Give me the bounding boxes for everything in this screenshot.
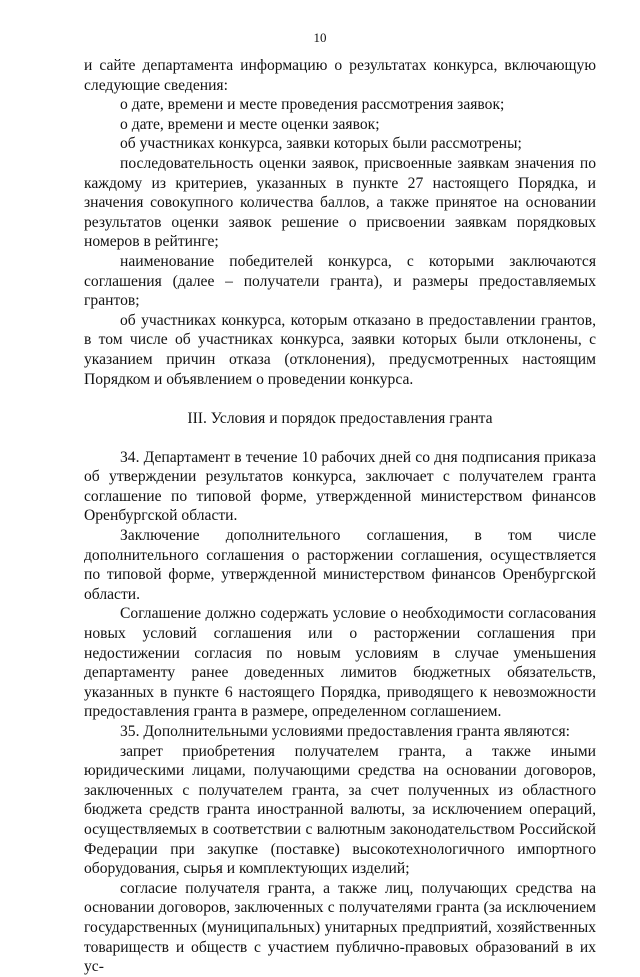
paragraph: Заключение дополнительного соглашения, в том числе дополнительного соглашения о расторжении соглашения, осуществляется по типовой форме, утвержденной министерством финансов Оренбургской области. <box>84 527 596 603</box>
paragraph: о дате, времени и месте проведения рассмотрения заявок; <box>120 96 505 114</box>
paragraph: об участниках конкурса, которым отказано в предоставлении грантов, в том числе об участниках конкурса, заявки которых были отклонены, с указанием причин отказа (отклонения), предусмотренных настоящим Порядком и объявлением о проведении конкурса. <box>84 311 596 388</box>
paragraph: Соглашение должно содержать условие о необходимости согласования новых условий соглашения или о расторжении соглашения при недостижении согласия по новым условиям в случае уменьшения департаменту ранее доведенных лимитов бюджетных обязательств, указанных в пункте 6 настоящего Порядка, приводящего к невозможности предоставления гранта в размере, определенном соглашением. <box>84 605 596 721</box>
paragraph: о дате, времени и месте оценки заявок; <box>120 115 380 133</box>
paragraph: 34. Департамент в течение 10 рабочих дней со дня подписания приказа об утверждении результатов конкурса, заключает с получателем гранта соглашение по типовой форме, утвержденной министерством финансов Оренбургской области. <box>84 448 596 525</box>
paragraph: и сайте департамента информацию о результатах конкурса, включающую следующие сведения: <box>84 57 596 94</box>
paragraph: об участниках конкурса, заявки которых были рассмотрены; <box>120 135 522 153</box>
paragraph: наименование победителей конкурса, с которыми заключаются соглашения (далее – получатели гранта), и размеры предоставляемых грантов; <box>84 252 596 310</box>
paragraph: запрет приобретения получателем гранта, а также иными юридическими лицами, получающими средства на основании договоров, заключенных с получателем гранта, за счет полученных из областного бюджета средств гранта иностранной валюты, за исключением операций, осуществляемых в соответствии с валютным законодательством Российской Федерации при закупке (поставке) высокотехнологичного импортного оборудования, сырья и комплектующих изделий; <box>84 742 596 878</box>
paragraph: согласие получателя гранта, а также лиц, получающих средства на основании договоров, заключенных с получателями гранта (за исключением государственных (муниципальных) унитарных предприятий, хозяйственных товариществ и обществ с участием публично-правовых образований в их ус- <box>84 879 596 976</box>
paragraph: последовательность оценки заявок, присвоенные заявкам значения по каждому из критериев, указанных в пункте 27 настоящего Порядка, и значения совокупного количества баллов, а также принятое на основании результатов оценки заявок решение о присвоении заявкам порядковых номеров в рейтинге; <box>84 154 596 251</box>
document-body <box>84 56 596 977</box>
paragraph: 35. Дополнительными условиями предоставления гранта являются: <box>120 723 570 740</box>
section-heading: III. Условия и порядок предоставления гранта <box>187 410 493 428</box>
page-number: 10 <box>313 30 327 45</box>
